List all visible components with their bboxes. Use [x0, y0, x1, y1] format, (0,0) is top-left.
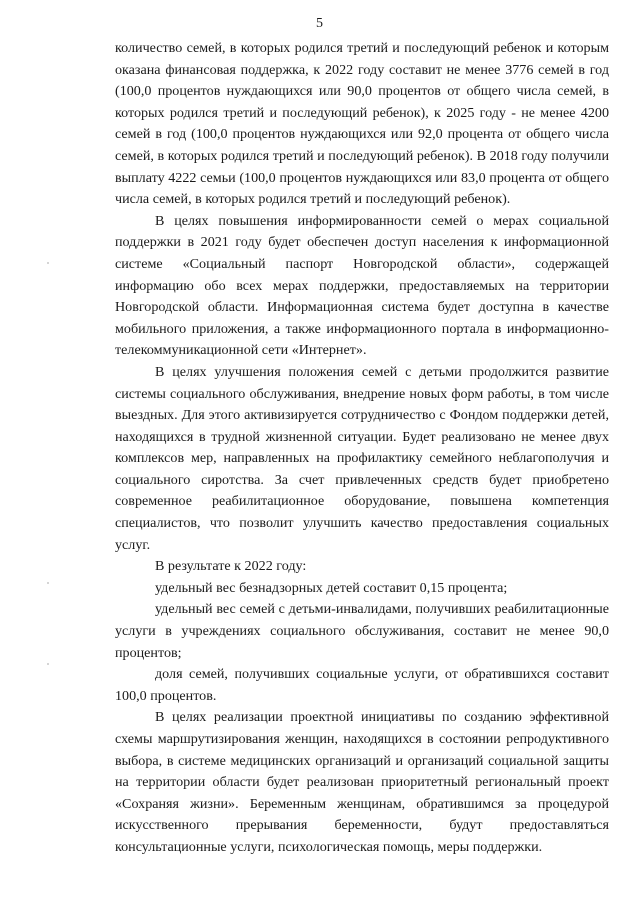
scan-artifact-mark [47, 663, 49, 665]
list-item-disabled-children-families: удельный вес семей с детьми-инвалидами, получивших реабилитационные услуги в учреждениях социального обслуживания, составит не менее 90,0 процентов; [115, 601, 609, 661]
scan-artifact-mark [47, 262, 49, 264]
paragraph-saving-lives-project: В целях реализации проектной инициативы по созданию эффективной схемы маршрутизирования женщин, находящихся в состоянии репродуктивного выбора, в системе медицинских организаций и организаций социальной защиты на территории области будет реализован приоритетный региональный проект «Сохраняя жизни». Беременным женщинам, обратившимся за процедурой искусственного прерывания беременности, будут предоставляться консультационные услуги, психологическая помощь, меры поддержки. [115, 709, 609, 855]
list-item-social-services-share: доля семей, получивших социальные услуги, от обратившихся составит 100,0 процентов. [115, 666, 609, 704]
paragraph-continued: количество семей, в которых родился третий и последующий ребенок и которым оказана финансовая поддержка, к 2022 году составит не менее 3776 семей в год (100,0 процентов нуждающихся или 90,0 процентов от общего числа семей, в которых родился третий и последующий ребенок), к 2025 году - не менее 4200 семей в год (100,0 процентов нуждающихся или 92,0 процента от общего числа семей, в которых родился третий и последующий ребенок). В 2018 году получили выплату 4222 семьи (100,0 процентов нуждающихся или 83,0 процента от общего числа семей, в которых родился третий и последующий ребенок). [115, 40, 609, 208]
body-text [115, 38, 609, 859]
paragraph-results-intro: В результате к 2022 году: [155, 558, 307, 575]
paragraph-information-system: В целях повышения информированности семей о мерах социальной поддержки в 2021 году будет обеспечен доступ населения к информационной системе «Социальный паспорт Новгородской области», содержащей информацию обо всех мерах поддержки, предоставляемых на территории Новгородской области. Информационная система будет доступна в качестве мобильного приложения, а также информационного портала в информационно-телекоммуникационной сети «Интернет». [115, 212, 609, 359]
paragraph-social-services: В целях улучшения положения семей с детьми продолжится развитие системы социального обслуживания, внедрение новых форм работы, в том числе выездных. Для этого активизируется сотрудничество с Фондом поддержки детей, находящихся в трудной жизненной ситуации. Будет реализовано не менее двух комплексов мер, направленных на профилактику семейного неблагополучия и социального сиротства. За счет привлеченных средств будет приобретено современное реабилитационное оборудование, повышена компетенция специалистов, что позволит улучшить качество предоставления социальных услуг. [115, 363, 609, 553]
page-number: 5 [316, 16, 323, 31]
scan-artifact-mark [47, 582, 49, 584]
list-item-neglected-children: удельный вес безнадзорных детей составит 0,15 процента; [155, 579, 508, 596]
